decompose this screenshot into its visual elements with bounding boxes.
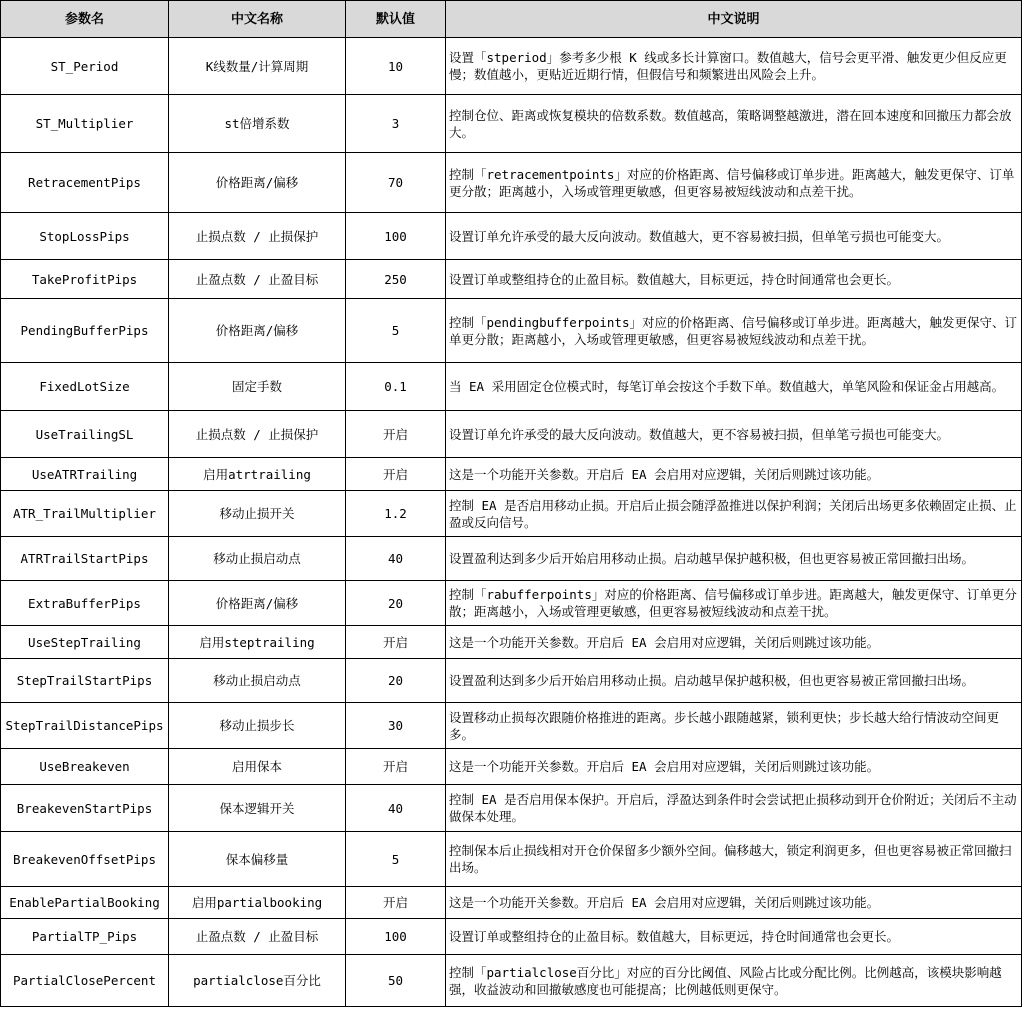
cn-name-cell: 启用steptrailing: [169, 626, 346, 659]
table-row: [1, 363, 1022, 411]
cn-name-cell: 移动止损启动点: [169, 537, 346, 581]
table-row: [1, 887, 1022, 919]
param-name-cell: PartialClosePercent: [1, 955, 169, 1007]
default-value-cell: 开启: [346, 458, 446, 491]
table-row: [1, 458, 1022, 491]
param-name-cell: EnablePartialBooking: [1, 887, 169, 919]
table-row: [1, 919, 1022, 955]
default-value-cell: 70: [346, 153, 446, 213]
cn-name-cell: 启用partialbooking: [169, 887, 346, 919]
param-name-cell: StopLossPips: [1, 213, 169, 260]
default-value-cell: 100: [346, 919, 446, 955]
default-value-cell: 5: [346, 832, 446, 887]
header-param-name: 参数名: [1, 1, 169, 38]
table-row: [1, 299, 1022, 363]
description-cell: 控制 EA 是否启用移动止损。开启后止损会随浮盈推进以保护利润；关闭后出场更多依赖固定止损、止盈或反向信号。: [446, 491, 1022, 537]
param-name-cell: ExtraBufferPips: [1, 581, 169, 626]
param-name-cell: ST_Period: [1, 38, 169, 95]
default-value-cell: 30: [346, 703, 446, 749]
table-row: [1, 581, 1022, 626]
default-value-cell: 100: [346, 213, 446, 260]
param-name-cell: UseStepTrailing: [1, 626, 169, 659]
description-cell: 设置盈利达到多少后开始启用移动止损。启动越早保护越积极，但也更容易被正常回撤扫出场。: [446, 659, 1022, 703]
param-name-cell: ATRTrailStartPips: [1, 537, 169, 581]
table-row: [1, 749, 1022, 785]
description-cell: 这是一个功能开关参数。开启后 EA 会启用对应逻辑，关闭后则跳过该功能。: [446, 458, 1022, 491]
cn-name-cell: 保本偏移量: [169, 832, 346, 887]
param-name-cell: RetracementPips: [1, 153, 169, 213]
description-cell: 设置订单或整组持仓的止盈目标。数值越大，目标更远，持仓时间通常也会更长。: [446, 260, 1022, 299]
param-name-cell: PartialTP_Pips: [1, 919, 169, 955]
param-name-cell: ST_Multiplier: [1, 95, 169, 153]
cn-name-cell: 固定手数: [169, 363, 346, 411]
description-cell: 设置订单允许承受的最大反向波动。数值越大，更不容易被扫损，但单笔亏损也可能变大。: [446, 411, 1022, 458]
table-row: [1, 38, 1022, 95]
default-value-cell: 20: [346, 581, 446, 626]
cn-name-cell: 价格距离/偏移: [169, 581, 346, 626]
table-body: [1, 38, 1022, 1007]
default-value-cell: 20: [346, 659, 446, 703]
param-name-cell: TakeProfitPips: [1, 260, 169, 299]
table-row: [1, 832, 1022, 887]
description-cell: 这是一个功能开关参数。开启后 EA 会启用对应逻辑，关闭后则跳过该功能。: [446, 887, 1022, 919]
table-row: [1, 411, 1022, 458]
cn-name-cell: 移动止损启动点: [169, 659, 346, 703]
param-name-cell: ATR_TrailMultiplier: [1, 491, 169, 537]
description-cell: 设置「stperiod」参考多少根 K 线或多长计算窗口。数值越大，信号会更平滑、触发更少但反应更慢；数值越小，更贴近近期行情，但假信号和频繁进出风险会上升。: [446, 38, 1022, 95]
default-value-cell: 5: [346, 299, 446, 363]
table-row: [1, 213, 1022, 260]
param-name-cell: UseTrailingSL: [1, 411, 169, 458]
description-cell: 控制「retracementpoints」对应的价格距离、信号偏移或订单步进。距离越大，触发更保守、订单更分散；距离越小，入场或管理更敏感，但更容易被短线波动和点差干扰。: [446, 153, 1022, 213]
table-row: [1, 703, 1022, 749]
cn-name-cell: 止盈点数 / 止盈目标: [169, 919, 346, 955]
param-name-cell: UseBreakeven: [1, 749, 169, 785]
default-value-cell: 250: [346, 260, 446, 299]
default-value-cell: 0.1: [346, 363, 446, 411]
default-value-cell: 开启: [346, 887, 446, 919]
table-row: [1, 95, 1022, 153]
description-cell: 控制 EA 是否启用保本保护。开启后，浮盈达到条件时会尝试把止损移动到开仓价附近；关闭后不主动做保本处理。: [446, 785, 1022, 832]
param-name-cell: StepTrailDistancePips: [1, 703, 169, 749]
cn-name-cell: 保本逻辑开关: [169, 785, 346, 832]
cn-name-cell: 止损点数 / 止损保护: [169, 213, 346, 260]
default-value-cell: 开启: [346, 626, 446, 659]
cn-name-cell: partialclose百分比: [169, 955, 346, 1007]
table-row: [1, 626, 1022, 659]
table-row: [1, 153, 1022, 213]
cn-name-cell: 启用保本: [169, 749, 346, 785]
description-cell: 这是一个功能开关参数。开启后 EA 会启用对应逻辑，关闭后则跳过该功能。: [446, 626, 1022, 659]
table-row: [1, 537, 1022, 581]
param-name-cell: BreakevenOffsetPips: [1, 832, 169, 887]
param-name-cell: PendingBufferPips: [1, 299, 169, 363]
default-value-cell: 开启: [346, 411, 446, 458]
description-cell: 设置订单允许承受的最大反向波动。数值越大，更不容易被扫损，但单笔亏损也可能变大。: [446, 213, 1022, 260]
param-name-cell: UseATRTrailing: [1, 458, 169, 491]
cn-name-cell: 价格距离/偏移: [169, 153, 346, 213]
description-cell: 控制「pendingbufferpoints」对应的价格距离、信号偏移或订单步进。距离越大，触发更保守、订单更分散；距离越小，入场或管理更敏感，但更容易被短线波动和点差干扰。: [446, 299, 1022, 363]
description-cell: 这是一个功能开关参数。开启后 EA 会启用对应逻辑，关闭后则跳过该功能。: [446, 749, 1022, 785]
param-name-cell: StepTrailStartPips: [1, 659, 169, 703]
cn-name-cell: 价格距离/偏移: [169, 299, 346, 363]
description-cell: 控制「partialclose百分比」对应的百分比阈值、风险占比或分配比例。比例越高，该模块影响越强，收益波动和回撤敏感度也可能提高；比例越低则更保守。: [446, 955, 1022, 1007]
default-value-cell: 50: [346, 955, 446, 1007]
table-row: [1, 491, 1022, 537]
description-cell: 控制保本后止损线相对开仓价保留多少额外空间。偏移越大，锁定利润更多，但也更容易被正常回撤扫出场。: [446, 832, 1022, 887]
table-row: [1, 659, 1022, 703]
default-value-cell: 10: [346, 38, 446, 95]
table-row: [1, 785, 1022, 832]
description-cell: 控制仓位、距离或恢复模块的倍数系数。数值越高，策略调整越激进，潜在回本速度和回撤压力都会放大。: [446, 95, 1022, 153]
cn-name-cell: 止盈点数 / 止盈目标: [169, 260, 346, 299]
param-name-cell: BreakevenStartPips: [1, 785, 169, 832]
table-row: [1, 260, 1022, 299]
cn-name-cell: 止损点数 / 止损保护: [169, 411, 346, 458]
cn-name-cell: 移动止损步长: [169, 703, 346, 749]
cn-name-cell: 移动止损开关: [169, 491, 346, 537]
description-cell: 设置盈利达到多少后开始启用移动止损。启动越早保护越积极，但也更容易被正常回撤扫出场。: [446, 537, 1022, 581]
header-default-value: 默认值: [346, 1, 446, 38]
header-cn-name: 中文名称: [169, 1, 346, 38]
table-header-row: [1, 1, 1022, 38]
default-value-cell: 40: [346, 537, 446, 581]
cn-name-cell: 启用atrtrailing: [169, 458, 346, 491]
default-value-cell: 开启: [346, 749, 446, 785]
default-value-cell: 1.2: [346, 491, 446, 537]
description-cell: 设置订单或整组持仓的止盈目标。数值越大，目标更远，持仓时间通常也会更长。: [446, 919, 1022, 955]
cn-name-cell: st倍增系数: [169, 95, 346, 153]
description-cell: 控制「rabufferpoints」对应的价格距离、信号偏移或订单步进。距离越大，触发更保守、订单更分散；距离越小，入场或管理更敏感，但更容易被短线波动和点差干扰。: [446, 581, 1022, 626]
header-description: 中文说明: [446, 1, 1022, 38]
description-cell: 设置移动止损每次跟随价格推进的距离。步长越小跟随越紧，锁利更快；步长越大给行情波动空间更多。: [446, 703, 1022, 749]
cn-name-cell: K线数量/计算周期: [169, 38, 346, 95]
default-value-cell: 3: [346, 95, 446, 153]
description-cell: 当 EA 采用固定仓位模式时，每笔订单会按这个手数下单。数值越大，单笔风险和保证金占用越高。: [446, 363, 1022, 411]
default-value-cell: 40: [346, 785, 446, 832]
param-name-cell: FixedLotSize: [1, 363, 169, 411]
table-row: [1, 955, 1022, 1007]
